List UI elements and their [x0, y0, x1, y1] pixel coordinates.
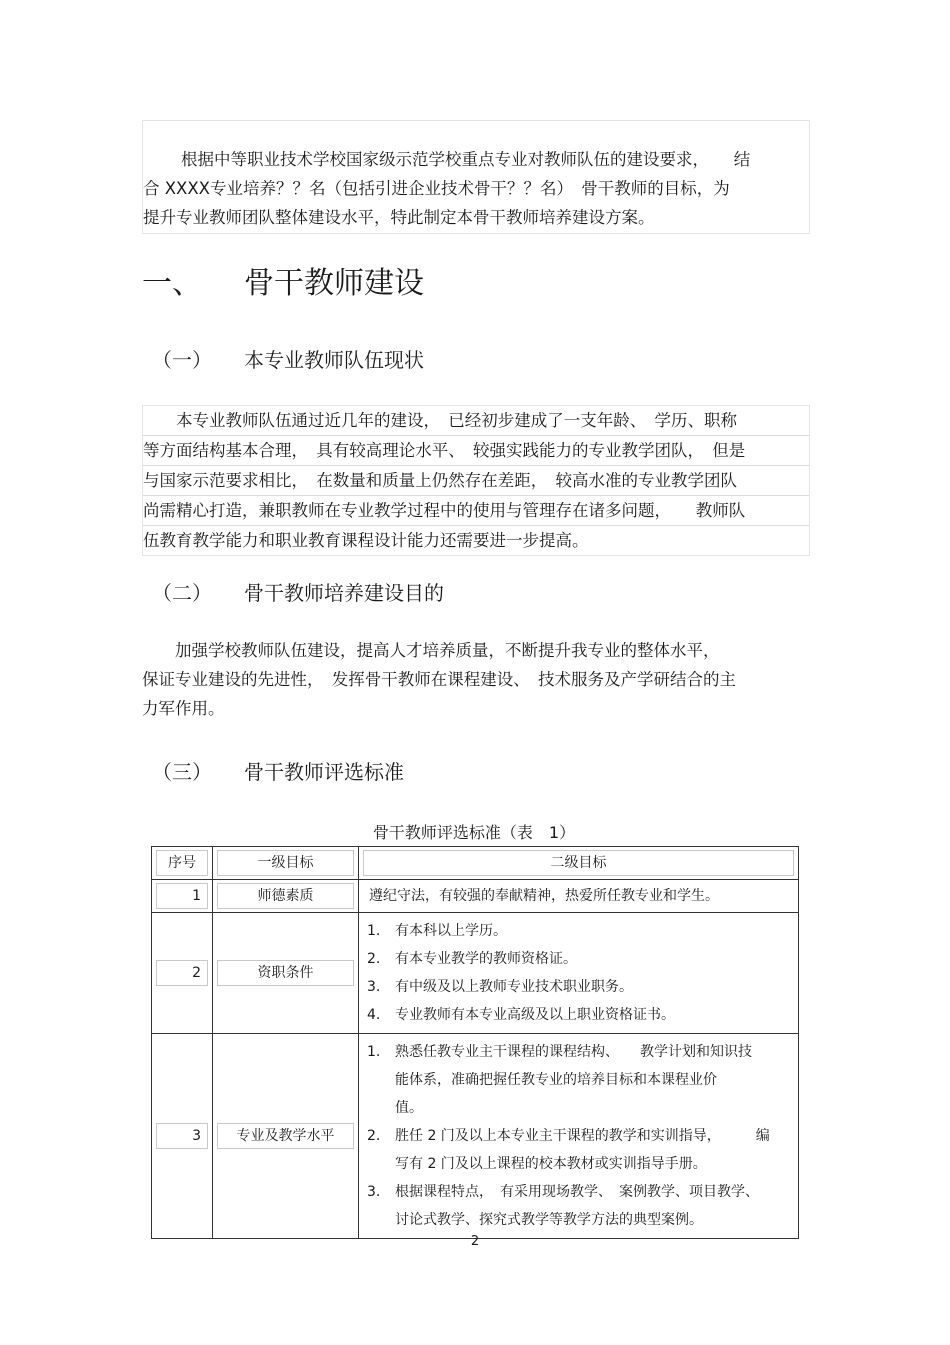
header-level1: 一级目标: [217, 850, 354, 876]
subsection-heading-1: [152, 345, 424, 375]
list-item: [367, 973, 788, 1001]
subsection-title: 本专业教师队伍现状: [244, 348, 424, 372]
row-level1: 师德素质: [217, 883, 354, 909]
intro-line: 合 XXXX专业培养？？名（包括引进企业技术骨干？？名） 骨干教师的目标，为: [143, 179, 730, 198]
item-text: 值。: [395, 1100, 423, 1116]
list-item: [367, 1001, 788, 1029]
row-no: 3: [156, 1123, 208, 1149]
subsection-number: （三）: [152, 760, 212, 784]
status-paragraph: [142, 405, 810, 556]
table-row: [152, 880, 799, 913]
status-line: 等方面结构基本合理， 具有较高理论水平、 较强实践能力的专业教学团队， 但是: [143, 436, 809, 466]
item-text: 有本专业教学的教师资格证。: [395, 951, 577, 967]
item-number: 3.: [367, 1184, 381, 1200]
table-row: [152, 913, 799, 1034]
section-number: 一、: [142, 266, 202, 301]
purpose-line: 力军作用。: [142, 699, 225, 718]
table-row: [152, 1034, 799, 1239]
list-item: [367, 1038, 788, 1122]
item-number: 2.: [367, 1128, 381, 1144]
subsection-number: （一）: [152, 348, 212, 372]
requirement-list: [367, 917, 788, 1029]
row-level2: [359, 913, 799, 1034]
subsection-heading-3: [152, 757, 404, 787]
header-level2: 二级目标: [363, 850, 794, 876]
row-level2: [359, 1034, 799, 1239]
page-number: 2: [470, 1234, 480, 1249]
item-text: 写有 2 门及以上课程的校本教材或实训指导手册。: [395, 1156, 707, 1172]
header-no: 序号: [156, 850, 208, 876]
requirement-list: [367, 1038, 788, 1234]
row-no: 1: [156, 883, 208, 909]
row-level2: 遵纪守法，有较强的奉献精神，热爱所任教专业和学生。: [359, 880, 799, 913]
item-text: 能体系，准确把握任教专业的培养目标和本课程业价: [395, 1072, 717, 1088]
row-level1: 专业及教学水平: [217, 1123, 354, 1149]
item-number: 1.: [367, 923, 381, 939]
section-heading: [142, 262, 424, 306]
item-number: 1.: [367, 1044, 381, 1060]
criteria-table: [151, 846, 799, 1239]
table-header-row: [152, 847, 799, 880]
row-no-cell: [152, 913, 213, 1034]
item-number: 2.: [367, 951, 381, 967]
row-level1-cell: [213, 880, 359, 913]
row-no: 2: [156, 960, 208, 986]
item-text: 熟悉任教专业主干课程的课程结构、 教学计划和知识技: [395, 1044, 752, 1060]
item-text: 有本科以上学历。: [395, 923, 507, 939]
header-cell: [359, 847, 799, 880]
item-text: 专业教师有本专业高级及以上职业资格证书。: [395, 1007, 675, 1023]
list-item: [367, 1122, 788, 1178]
status-line: 尚需精心打造，兼职教师在专业教学过程中的使用与管理存在诸多问题， 教师队: [143, 496, 809, 526]
header-cell: [213, 847, 359, 880]
row-no-cell: [152, 1034, 213, 1239]
list-item: [367, 945, 788, 973]
status-line: 与国家示范要求相比， 在数量和质量上仍然存在差距， 较高水准的专业教学团队: [143, 466, 809, 496]
row-level1-cell: [213, 1034, 359, 1239]
row-level1: 资职条件: [217, 960, 354, 986]
subsection-title: 骨干教师评选标准: [244, 760, 404, 784]
row-level1-cell: [213, 913, 359, 1034]
item-number: 4.: [367, 1007, 381, 1023]
status-line: 本专业教师队伍通过近几年的建设， 已经初步建成了一支年龄、 学历、职称: [143, 406, 809, 436]
item-text: 讨论式教学、探究式教学等教学方法的典型案例。: [395, 1212, 703, 1228]
purpose-line: 保证专业建设的先进性， 发挥骨干教师在课程建设、 技术服务及产学研结合的主: [142, 670, 736, 689]
header-cell: [152, 847, 213, 880]
intro-line: 提升专业教师团队整体建设水平，特此制定本骨干教师培养建设方案。: [143, 208, 655, 227]
item-text: 根据课程特点， 有采用现场教学、 案例教学、项目教学、: [395, 1184, 759, 1200]
subsection-number: （二）: [152, 581, 212, 605]
intro-line: 根据中等职业技术学校国家级示范学校重点专业对教师队伍的建设要求， 结: [181, 150, 751, 169]
subsection-heading-2: [152, 578, 444, 608]
purpose-paragraph: [142, 636, 808, 723]
list-item: [367, 1178, 788, 1234]
status-line: 伍教育教学能力和职业教育课程设计能力还需要进一步提高。: [143, 531, 589, 550]
purpose-line: 加强学校教师队伍建设，提高人才培养质量，不断提升我专业的整体水平，: [142, 641, 720, 660]
table-caption: 骨干教师评选标准（表 1）: [372, 823, 576, 842]
section-title: 骨干教师建设: [244, 266, 424, 301]
subsection-title: 骨干教师培养建设目的: [244, 581, 444, 605]
row-no-cell: [152, 880, 213, 913]
intro-paragraph: [142, 120, 810, 234]
item-number: 3.: [367, 979, 381, 995]
item-text: 有中级及以上教师专业技术职业职务。: [395, 979, 633, 995]
item-text: 胜任 2 门及以上本专业主干课程的教学和实训指导， 编: [395, 1128, 770, 1144]
list-item: [367, 917, 788, 945]
